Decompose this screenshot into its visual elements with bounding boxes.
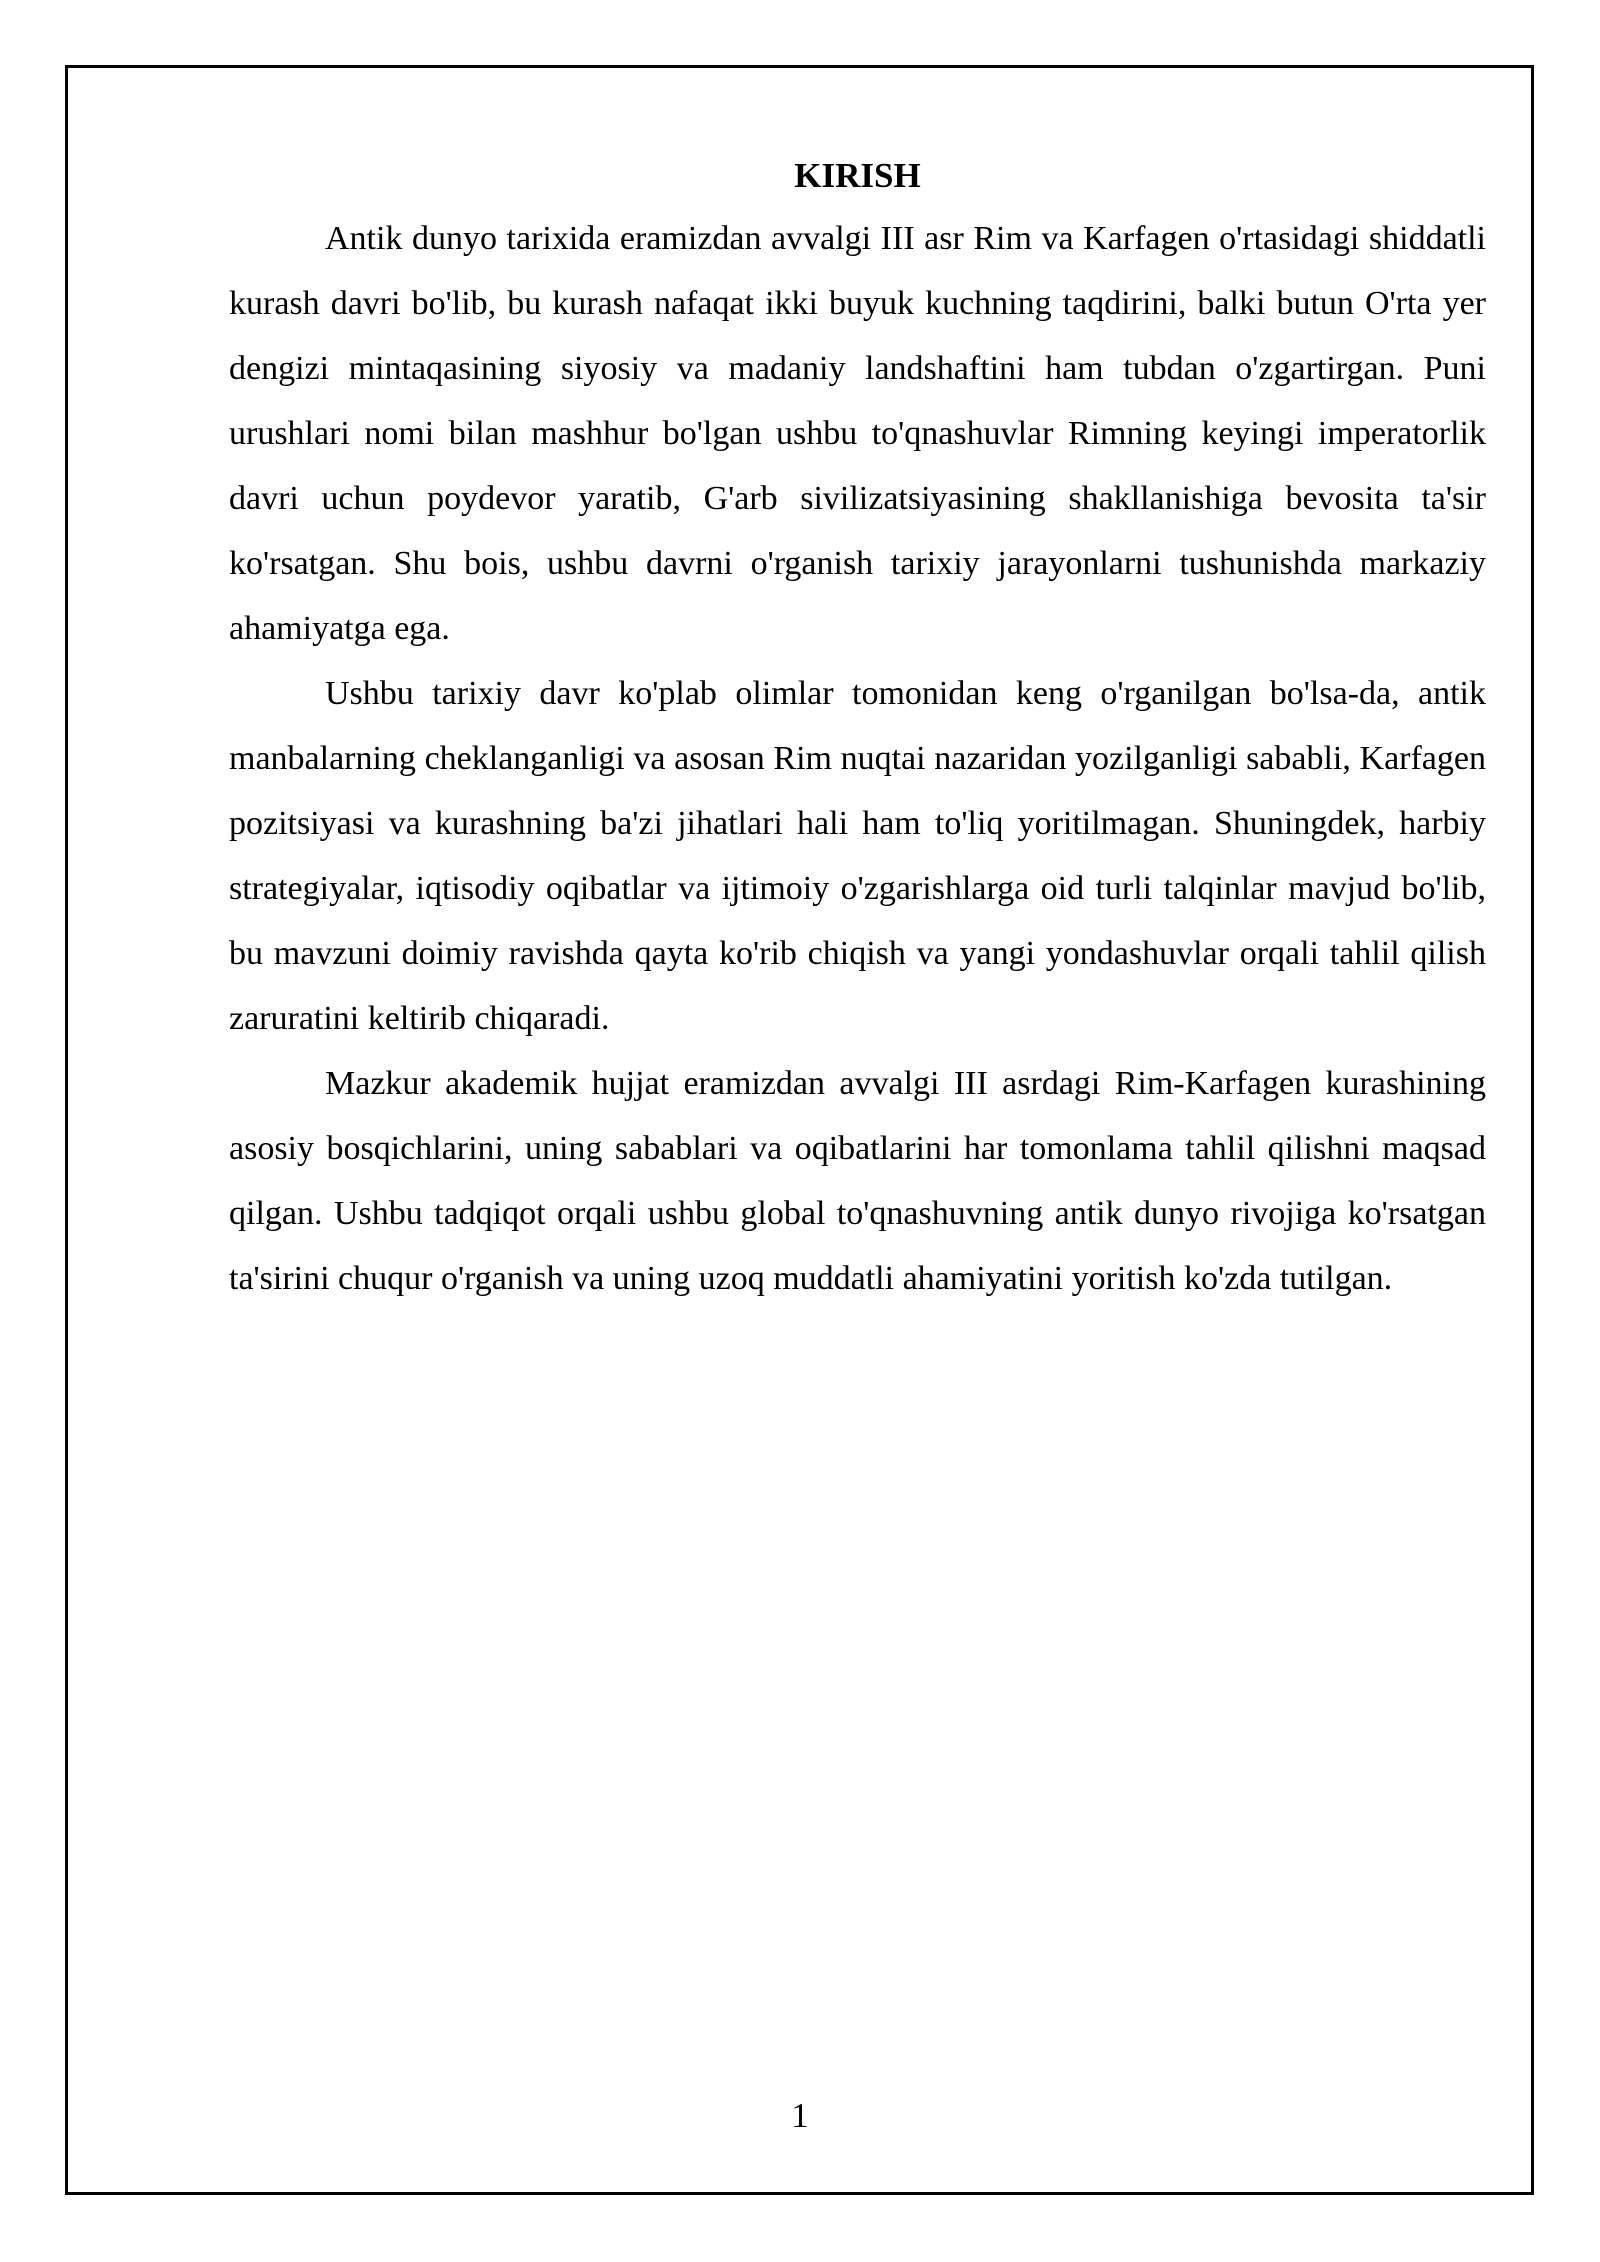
paragraph-3: Mazkur akademik hujjat eramizdan avvalgi III asrdagi Rim-Karfagen kurashining asosiy bosqichlarini, uning sabablari va oqibatlarini har tomonlama tahlil qilishni maqsad qilgan. Ushbu tadqiqot orqali ushbu global to'qnashuvning antik dunyo rivojiga ko'rsatgan ta'sirini chuqur o'rganish va uning uzoq muddatli ahamiyatini yoritish ko'zda tutilgan. bbox=[229, 1065, 1486, 1297]
paragraph-2: Ushbu tarixiy davr ko'plab olimlar tomonidan keng o'rganilgan bo'lsa-da, antik manbalarning cheklanganligi va asosan Rim nuqtai nazaridan yozilganligi sababli, Karfagen pozitsiyasi va kurashning ba'zi jihatlari hali ham to'liq yoritilmagan. Shuningdek, harbiy strategiyalar, iqtisodiy oqibatlar va ijtimoiy o'zgarishlarga oid turli talqinlar mavjud bo'lib, bu mavzuni doimiy ravishda qayta ko'rib chiqish va yangi yondashuvlar orqali tahlil qilish zaruratini keltirib chiqaradi. bbox=[229, 675, 1486, 1037]
section-title: KIRISH bbox=[794, 156, 921, 195]
paragraph-1: Antik dunyo tarixida eramizdan avvalgi III asr Rim va Karfagen o'rtasidagi shiddatli kurash davri bo'lib, bu kurash nafaqat ikki buyuk kuchning taqdirini, balki butun O'rta yer dengizi mintaqasining siyosiy va madaniy landshaftini ham tubdan o'zgartirgan. Puni urushlari nomi bilan mashhur bo'lgan ushbu to'qnashuvlar Rimning keyingi imperatorlik davri uchun poydevor yaratib, G'arb sivilizatsiyasining shakllanishiga bevosita ta'sir ko'rsatgan. Shu bois, ushbu davrni o'rganish tarixiy jarayonlarni tushunishda markaziy ahamiyatga ega. bbox=[229, 220, 1486, 647]
page-number: 1 bbox=[791, 2096, 809, 2135]
page-content bbox=[229, 148, 1486, 1311]
